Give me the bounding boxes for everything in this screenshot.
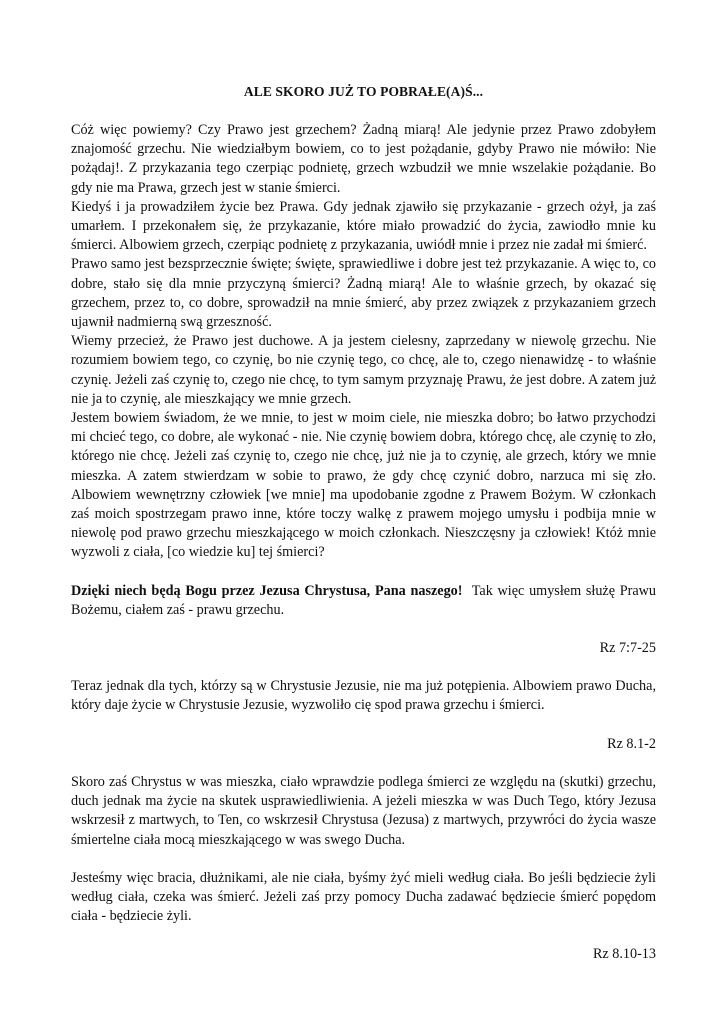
paragraph: Kiedyś i ja prowadziłem życie bez Prawa. Gdy jednak zjawiło się przykazanie - grzech ożył, ja zaś umarłem. I przekonałem się, że przykazanie, które miało prowadzić do życia, zawiodło mnie ku śmierci. Albowiem grzech, czerpiąc podnietę z przykazania, uwiódł mnie i przez nie zadał mi śmierć. [71,198,656,254]
section-romans-7 [71,121,660,658]
paragraph: Prawo samo jest bezsprzecznie święte; święte, sprawiedliwe i dobre jest też przykazanie. A więc to, co dobre, stało się dla mnie przyczyną śmierci? Żadną miarą! Ale to właśnie grzech, by okazać się grzechem, przez to, co dobre, sprowadził na mnie śmierć, aby przez związek z przykazaniem grzech ujawnił nadmierną swą grzeszność. [71,256,656,331]
scripture-reference: Rz 7:7-25 [599,640,656,657]
paragraph: Jesteśmy więc bracia, dłużnikami, ale nie ciała, byśmy żyć mieli według ciała. Bo jeśli będziecie żyli według ciała, czeka was śmierć. Jeżeli zaś przy pomocy Ducha zadawać będziecie śmierć popędom ciała - będziecie żyli. [71,869,656,925]
closing-bold-text: Dzięki niech będą Bogu przez Jezusa Chrystusa, Pana naszego! [71,582,463,599]
paragraph: Skoro zaś Chrystus w was mieszka, ciało wprawdzie podlega śmierci ze względu na (skutki) grzechu, duch jednak ma życie na skutek usprawiedliwienia. A jeżeli mieszka w was Duch Tego, który Jezusa wskrzesił z martwych, to Ten, co wskrzesił Chrystusa (Jezusa) z martwych, przywróci do życia wasze śmiertelne ciała mocą mieszkającego w was swego Ducha. [71,773,656,848]
closing-paragraph [71,582,660,620]
section-romans-8-10 [71,773,656,965]
page-title: ALE SKORO JUŻ TO POBRAŁE(A)Ś... [243,84,484,99]
paragraph: Wiemy przecież, że Prawo jest duchowe. A ja jestem cielesny, zaprzedany w niewolę grzechu. Nie rozumiem bowiem tego, co czynię, bo nie czynię tego, co chcę, ale to, czego nienawidzę - to właśnie czynię. Jeżeli zaś czynię to, czego nie chcę, to tym samym przyznaję Prawu, że jest dobre. A zatem już nie ja to czynię, ale mieszkający we mnie grzech. [71,333,656,407]
paragraph: Teraz jednak dla tych, którzy są w Chrystusie Jezusie, nie ma już potępienia. Albowiem prawo Ducha, który daje życie w Chrystusie Jezusie, wyzwoliło cię spod prawa grzechu i śmierci. [71,678,656,714]
closing-text: Tak więc umysłem służę Prawu Bożemu, ciałem zaś - prawu grzechu. [71,582,660,618]
paragraph: Jestem bowiem świadom, że we mnie, to jest w moim ciele, nie mieszka dobro; bo łatwo przychodzi mi chcieć tego, co dobre, ale wykonać - nie. Nie czynię bowiem dobra, którego chcę, ale czynię to zło, którego nie chcę. Jeżeli zaś czynię to, czego nie chcę, już nie ja to czynię, ale grzech, który we mnie mieszka. A zatem stwierdzam w sobie to prawo, że gdy chcę czynić dobro, narzuca mi się zło. Albowiem wewnętrzny człowiek [we mnie] ma upodobanie zgodne z Prawem Bożym. W członkach zaś moich spostrzegam prawo inne, które toczy walkę z prawem mojego umysłu i podbija mnie w niewolę pod prawo grzechu mieszkającego w moich członkach. Nieszczęsny ja człowiek! Któż mnie wyzwoli z ciała, [co wiedzie ku] tej śmierci? [71,410,656,561]
scripture-reference: Rz 8.10-13 [592,946,656,963]
paragraph: Cóż więc powiemy? Czy Prawo jest grzechem? Żadną miarą! Ale jedynie przez Prawo zdobyłem znajomość grzechu. Nie wiedziałbym bowiem, co to jest pożądanie, gdyby Prawo nie mówiło: Nie pożądaj!. Z przykazania tego czerpiąc podnietę, grzech wzbudził we mnie wszelakie pożądanie. Bo gdy nie ma Prawa, grzech jest w stanie śmierci. [71,122,656,196]
scripture-reference: Rz 8.1-2 [607,735,656,752]
section-romans-8-1 [71,677,656,754]
